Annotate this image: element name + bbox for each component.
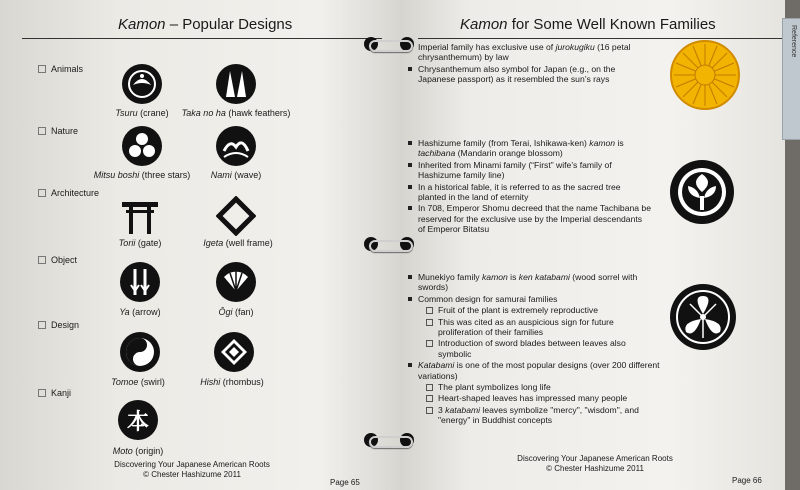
- right-page-number: Page 66: [732, 476, 762, 485]
- category-animals: Animals: [38, 64, 83, 74]
- right-title-rule: [418, 38, 783, 39]
- right-page: [400, 0, 785, 490]
- reference-tab[interactable]: Reference: [782, 18, 800, 140]
- sub-list-item: This was cited as an auspicious sign for future proliferation of their families: [406, 317, 661, 338]
- jurokugiku-chrysanthemum-emblem: [670, 40, 740, 110]
- list-item: In a historical fable, it is referred to as the sacred tree planted in the land of eternity: [406, 182, 651, 203]
- munekiyo-family-list: [406, 272, 661, 427]
- caption-tsuru: Tsuru (crane): [115, 108, 169, 118]
- caption-hishi: Hishi (rhombus): [200, 377, 264, 387]
- left-page-number: Page 65: [330, 478, 360, 487]
- category-kanji: Kanji: [38, 388, 71, 398]
- list-item: Chrysanthemum also symbol for Japan (e.g., on the Japanese passport) as it resembled the sun’s rays: [406, 64, 651, 85]
- sub-list-item: Fruit of the plant is extremely reproductive: [406, 305, 661, 315]
- imperial-family-list: [406, 42, 651, 86]
- list-item: Inherited from Minami family (“First” wife’s family of Hashizume family line): [406, 160, 651, 181]
- list-item: Imperial family has exclusive use of jurokugiku (16 petal chrysanthemum) by law: [406, 42, 651, 63]
- caption-taka-no-ha: Taka no ha (hawk feathers): [181, 108, 291, 118]
- sub-list-item: 3 katabami leaves symbolize "mercy", "wisdom", and "energy" in Buddhist concepts: [406, 405, 661, 426]
- left-title-rule: [22, 38, 382, 39]
- moto-origin-emblem: 本: [118, 400, 158, 440]
- right-page-title: Kamon for Some Well Known Families: [460, 16, 716, 33]
- caption-igeta: Igeta (well frame): [203, 238, 273, 248]
- nami-wave-emblem: [216, 126, 256, 166]
- list-item: Hashizume family (from Terai, Ishikawa-ken) kamon is tachibana (Mandarin orange blossom): [406, 138, 651, 159]
- caption-ya: Ya (arrow): [119, 307, 161, 317]
- tachibana-orange-blossom-emblem: [670, 160, 734, 224]
- category-object: Object: [38, 255, 77, 265]
- right-footer: Discovering Your Japanese American Roots © Chester Hashizume 2011: [517, 454, 673, 473]
- igeta-well-frame-emblem: [216, 196, 256, 236]
- hashizume-family-list: [406, 138, 651, 236]
- binder-ring-middle: [364, 236, 414, 252]
- left-footer: Discovering Your Japanese American Roots © Chester Hashizume 2011: [114, 460, 270, 479]
- binder-ring-top: [364, 36, 414, 52]
- list-item: In 708, Emperor Shomu decreed that the name Tachibana be reserved for the exclusive use by the Imperial descendants of Emperor Bitatsu: [406, 203, 651, 234]
- list-item: Common design for samurai families: [406, 294, 661, 304]
- category-architecture: Architecture: [38, 188, 99, 198]
- hishi-rhombus-emblem: [214, 332, 254, 372]
- ya-arrow-emblem: [120, 262, 160, 302]
- binder-ring-bottom: [364, 432, 414, 448]
- sub-list-item: Heart-shaped leaves has impressed many people: [406, 393, 661, 403]
- category-design: Design: [38, 320, 79, 330]
- caption-mitsu-boshi: Mitsu boshi (three stars): [93, 170, 191, 180]
- caption-ogi: Ōgi (fan): [218, 307, 254, 317]
- caption-torii: Torii (gate): [118, 238, 162, 248]
- sub-list-item: Introduction of sword blades between leaves also symbolic: [406, 338, 661, 359]
- list-item: Katabami is one of the most popular designs (over 200 different variations): [406, 360, 661, 381]
- caption-nami: Nami (wave): [210, 170, 262, 180]
- ken-katabami-emblem: [670, 284, 736, 350]
- tsuru-crane-emblem: [122, 64, 162, 104]
- left-page-title: Kamon – Popular Designs: [118, 16, 293, 33]
- torii-gate-emblem: [120, 196, 160, 236]
- caption-moto: Moto (origin): [112, 446, 164, 456]
- taka-no-ha-emblem: [216, 64, 256, 104]
- sub-list-item: The plant symbolizes long life: [406, 382, 661, 392]
- tomoe-swirl-emblem: [120, 332, 160, 372]
- mitsu-boshi-emblem: [122, 126, 162, 166]
- list-item: Munekiyo family kamon is ken katabami (wood sorrel with swords): [406, 272, 661, 293]
- caption-tomoe: Tomoe (swirl): [111, 377, 165, 387]
- ogi-fan-emblem: [216, 262, 256, 302]
- category-nature: Nature: [38, 126, 78, 136]
